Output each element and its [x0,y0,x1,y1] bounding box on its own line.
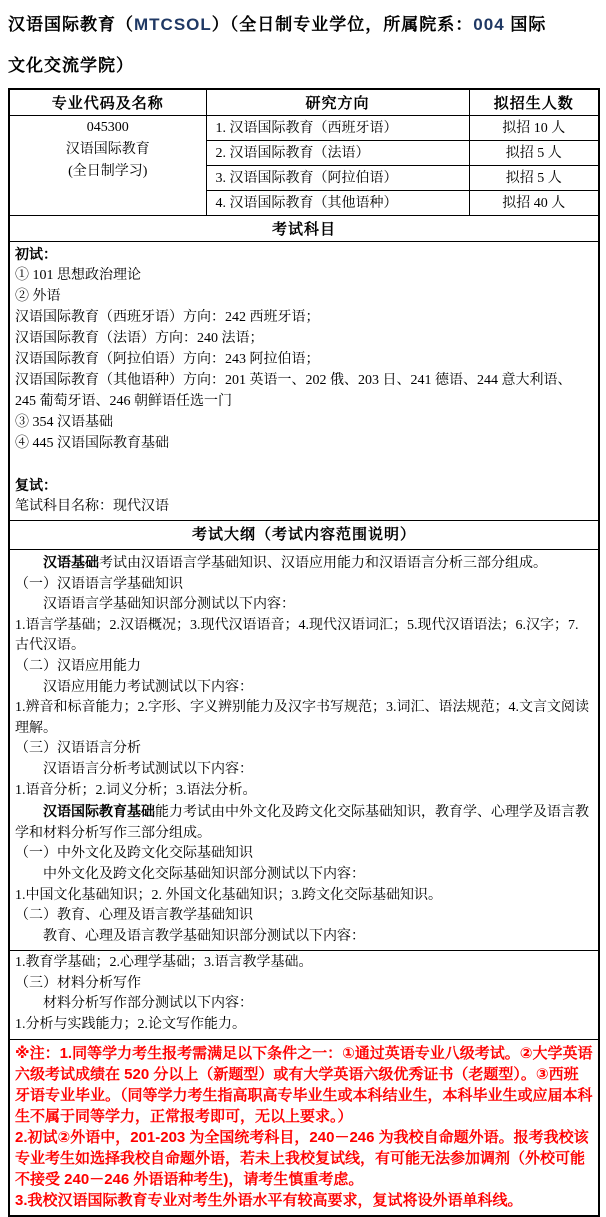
exam-subjects-header-row [9,216,599,242]
direction-label-3: 3. 汉语国际教育（阿拉伯语） [206,166,469,191]
note-paragraph-2: 2.初试②外语中，201-203 为全国统考科目，240－246 为我校自命题外语。报考我校该专业考生如选择我校自命题外语，若未上我校复试线，有可能无法参加调剂（外校可能不接受 240－246 外语语种考生)，请考生慎重考虑。 [15,1128,589,1188]
outline-line-a7: （三）汉语语言分析 [15,741,141,757]
exam-subjects-cell [9,242,599,521]
program-name: 汉语国际教育 [65,142,150,157]
outline-line-b2: 中外文化及跨文化交际基础知识部分测试以下内容： [15,866,365,882]
table-header-row [9,89,599,116]
outline-line-b3: 1.中国文化基础知识；2. 外国文化基础知识；3.跨文化交际基础知识。 [15,887,442,903]
outline-header: 考试大纲（考试内容范围说明） [9,521,599,550]
guoji-jiaoyu-bold-label: 汉语国际教育基础 [15,803,155,820]
title-text-lead: 汉语国际教育（ [8,15,134,34]
outline-line-b5: 教育、心理及语言教学基础知识部分测试以下内容： [15,928,365,944]
outline-line-a4: （二）汉语应用能力 [15,658,141,674]
direction-quota-2: 拟招 5 人 [469,141,599,166]
outline-line-a3: 1.语言学基础；2.汉语概况；3.现代汉语语音；4.现代汉语词汇；5.现代汉语语法；6.汉字；7.古代汉语。 [15,617,579,654]
outline-line-b1: （一）中外文化及跨文化交际基础知识 [15,846,253,862]
title-text-dept-line2: 文化交流学院） [8,56,134,75]
subject-line-7: ③ 354 汉语基础 [15,415,113,430]
fushi-subject-line: 笔试科目名称：现代汉语 [15,499,169,514]
exam-subjects-header: 考试科目 [9,216,599,242]
program-code: 045300 [86,120,129,135]
subject-line-2: ② 外语 [15,289,61,304]
outline-line-c1: 1.教育学基础；2.心理学基础；3.语言教学基础。 [15,955,313,971]
outline-line-a2: 汉语语言学基础知识部分测试以下内容： [15,597,295,613]
title-dept-code: 004 [473,15,505,34]
outline-row [9,550,599,951]
blank-line [15,454,592,475]
direction-label-1: 1. 汉语国际教育（西班牙语） [206,116,469,141]
page-title [0,0,606,88]
hanyu-jichu-bold-label: 汉语基础 [15,554,99,570]
direction-quota-1: 拟招 10 人 [469,116,599,141]
note-paragraph-1: ※注：1.同等学力考生报考需满足以下条件之一：①通过英语专业八级考试。②大学英语六级考试成绩在 520 分以上（新题型）或有大学英语六级优秀证书（老题型）。③西班牙语专业毕业。（同等学力考生指高职高专毕业生或本科结业生，本科毕业生或应届本科生不属于同等学力，正常报考即可，无以上要求。） [15,1044,593,1125]
subject-line-1: ① 101 思想政治理论 [15,268,141,283]
outline-line-c4: 1.分析与实践能力；2.论文写作能力。 [15,1017,246,1033]
outline-header-row [9,521,599,550]
exam-subjects-row [9,242,599,521]
note-paragraph-3: 3.我校汉语国际教育专业对考生外语水平有较高要求，复试将设外语单科线。 [15,1191,523,1209]
outline-paragraph-guoji-jiaoyu [15,801,592,844]
direction-quota-4: 拟招 40 人 [469,191,599,216]
outline-line-c2: （三）材料分析写作 [15,975,141,991]
outline-line-a9: 1.语音分析；2.词义分析；3.语法分析。 [15,782,257,798]
outline-line-a5: 汉语应用能力考试测试以下内容： [15,679,253,695]
subject-line-4: 汉语国际教育（法语）方向：240 法语； [15,331,264,346]
title-text-dept: 国际 [504,15,547,34]
direction-quota-3: 拟招 5 人 [469,166,599,191]
direction-label-2: 2. 汉语国际教育（法语） [206,141,469,166]
outline-line-a6: 1.辨音和标音能力；2.字形、字义辨别能力及汉字书写规范；3.词汇、语法规范；4.文言文阅读理解。 [15,700,589,736]
program-info-cell [9,116,206,216]
outline-line-a8: 汉语语言分析考试测试以下内容： [15,761,253,777]
notes-row [9,1039,599,1216]
subject-line-6: 汉语国际教育（其他语种）方向：201 英语一、202 俄、203 日、241 德语、244 意大利语、245 葡萄牙语、246 朝鲜语任选一门 [15,373,572,409]
subject-line-5: 汉语国际教育（阿拉伯语）方向：243 阿拉伯语； [15,352,320,367]
program-study-mode: (全日制学习) [68,164,148,179]
subject-line-8: ④ 445 汉语国际教育基础 [15,436,169,451]
outline-line-b4: （二）教育、心理及语言教学基础知识 [15,908,253,924]
notes-cell [9,1039,599,1216]
col-header-major-code: 专业代码及名称 [9,89,206,116]
outline-paragraph-hanyu-jichu [15,552,592,575]
col-header-enrollment: 拟招生人数 [469,89,599,116]
title-mtcsol-code: MTCSOL [134,15,212,34]
outline-cell [9,550,599,951]
subject-line-3: 汉语国际教育（西班牙语）方向：242 西班牙语； [15,310,320,325]
direction-label-4: 4. 汉语国际教育（其他语种） [206,191,469,216]
guoji-jiaoyu-intro-text: 能力考试由中外文化及跨文化交际基础知识，教育学、心理学及语言教学和材料分析写作三部分组成。 [15,805,589,841]
col-header-research-direction: 研究方向 [206,89,469,116]
program-table [8,88,600,1217]
outline-line-a1: （一）汉语语言学基础知识 [15,576,183,592]
hanyu-jichu-intro-text: 考试由汉语语言学基础知识、汉语应用能力和汉语语言分析三部分组成。 [99,556,547,571]
outline-continued-row [9,951,599,1039]
fushi-label: 复试： [15,477,57,493]
title-text-mid: ）（全日制专业学位，所属院系： [211,15,474,34]
direction-row-1 [9,116,599,141]
outline-line-c3: 材料分析写作部分测试以下内容： [15,996,253,1012]
chushi-label: 初试： [15,246,57,262]
outline-continued-cell [9,951,599,1039]
